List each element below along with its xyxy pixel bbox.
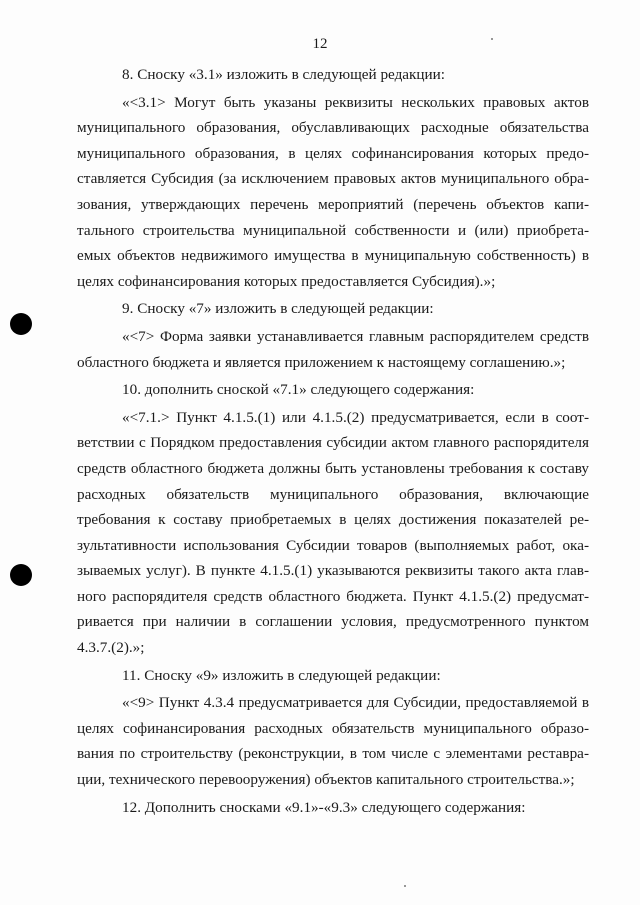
page-number: 12 (312, 36, 328, 52)
paragraph-footnote-9: «<9> Пункт 4.3.4 предусматривается для Субсидии, предоставляемой в целях софинансирования расходных обязательств муниципального образования по строительству (реконструкции, в том числе с элементами реставрации, технического перевооружения) объектов капитального строительства.»; (77, 694, 589, 789)
paragraph-item-8: 8. Сноску «3.1» изложить в следующей редакции: (122, 66, 446, 83)
scan-speck (491, 38, 493, 40)
paragraph-footnote-7-1: «<7.1.> Пункт 4.1.5.(1) или 4.1.5.(2) предусматривается, если в соответствии с Порядком предоставления субсидии актом главного распорядителя средств областного бюджета должны быть установлены требования к составу расходных обязательств муниципального образования, включающие требования к составу приобретаемых в целях достижения показателей результативности использования Субсидии товаров (выполняемых работ, оказываемых услуг). В пункте 4.1.5.(1) указываются реквизиты такого акта главного распорядителя средств областного бюджета. Пункт 4.1.5.(2) предусматривается при наличии в соглашении условия, предусмотренного пунктом 4.3.7.(2).»; (77, 408, 589, 657)
punch-hole-bottom (10, 564, 32, 586)
paragraph-item-12: 12. Дополнить сносками «9.1»-«9.3» следующего содержания: (122, 798, 526, 816)
paragraph-item-10: 10. дополнить сноской «7.1» следующего содержания: (122, 381, 475, 399)
scan-speck (404, 885, 406, 887)
paragraph-footnote-7: «<7> Форма заявки устанавливается главным распорядителем средств областного бюджета и является приложением к настоящему соглашению.»; (77, 327, 589, 371)
paragraph-item-11: 11. Сноску «9» изложить в следующей редакции: (122, 666, 441, 684)
punch-hole-top (10, 313, 32, 335)
document-body (77, 62, 589, 822)
paragraph-item-9: 9. Сноску «7» изложить в следующей редакции: (122, 300, 434, 318)
paragraph-footnote-3-1: «<3.1> Могут быть указаны реквизиты нескольких правовых актов муниципального образования, обуславливающих расходные обязательства муниципального образования, в целях софинансирования которых предоставляется Субсидия (за исключением правовых актов муниципального образования, утверждающих перечень мероприятий (перечень объектов капитального строительства муниципальной собственности и (или) приобретаемых объектов недвижимого имущества в муниципальную собственность) в целях софинансирования которых предоставляется Субсидия).»; (77, 93, 589, 290)
